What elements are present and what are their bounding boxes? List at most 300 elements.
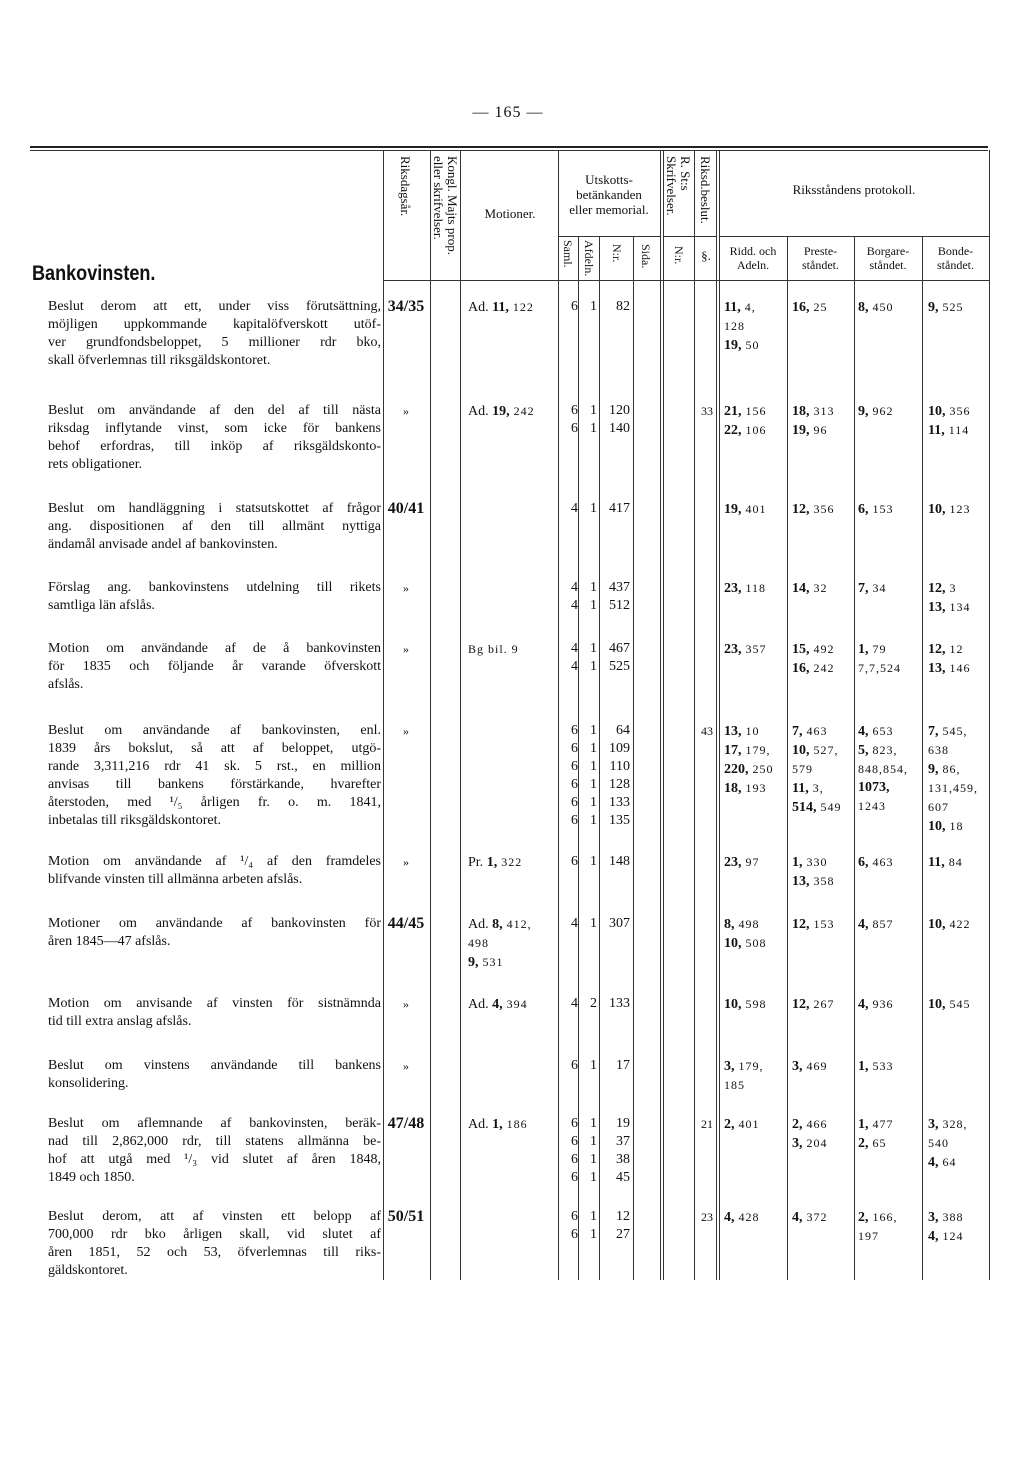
- col-line: [599, 236, 600, 1280]
- prest-cell-line: 13, 358: [792, 874, 835, 889]
- saml-cell-line: 6: [571, 403, 578, 418]
- afdeln-cell-line: 1: [590, 403, 597, 418]
- col-line: [989, 150, 990, 1280]
- ridd-cell-line: 19, 401: [724, 502, 767, 517]
- riksdagsar-cell: »: [403, 1059, 409, 1073]
- afdeln-cell: [580, 1057, 597, 1075]
- saml-cell-line: 6: [571, 421, 578, 436]
- description-line: åren 1845—47 afslås.: [48, 934, 171, 949]
- description-line: hof att utgå med ¹/₃ vid slutet af åren 1848,: [48, 1152, 381, 1167]
- bonde-cell: [928, 640, 988, 678]
- col-line: [694, 150, 695, 236]
- header-afdeln: Afdeln.: [582, 240, 596, 277]
- motioner-line: 498: [468, 936, 489, 950]
- header-utskott-line: Utskotts-: [585, 172, 633, 187]
- bonde-cell-line: 131,459,: [928, 781, 978, 795]
- borg-cell-line: 4, 653: [858, 724, 894, 739]
- afdeln-cell-line: 1: [590, 1152, 597, 1167]
- prest-cell: [792, 640, 852, 678]
- header-protokoll: Riksståndens protokoll.: [792, 182, 916, 197]
- header-bonde-line: Bonde-: [937, 244, 974, 258]
- header-rsts-nr: N:r.: [672, 246, 686, 265]
- motioner-line: Ad. 8, 412,: [468, 917, 532, 932]
- afdeln-cell: [580, 915, 597, 933]
- nr-cell-line: 37: [616, 1134, 630, 1149]
- nr-cell-line: 148: [609, 854, 630, 869]
- prest-cell: [792, 298, 852, 317]
- table-top-rule: [30, 146, 988, 148]
- description-line: riksdag inflytande vinst, som icke för bankens: [48, 421, 381, 436]
- nr-cell-line: 12: [616, 1209, 630, 1224]
- saml-cell-line: 6: [571, 1058, 578, 1073]
- prest-cell-line: 12, 356: [792, 502, 835, 517]
- borg-cell-line: 6, 463: [858, 855, 894, 870]
- prest-cell-line: 18, 313: [792, 404, 835, 419]
- nr-cell-line: 525: [609, 659, 630, 674]
- saml-cell-line: 6: [571, 1134, 578, 1149]
- header-prest-line: Preste-: [803, 244, 838, 258]
- description-line: afslås.: [48, 677, 84, 692]
- nr-cell: [604, 722, 630, 830]
- prest-cell-line: 12, 153: [792, 917, 835, 932]
- motioner-line: Bg bil. 9: [468, 642, 519, 656]
- bonde-cell-line: 10, 356: [928, 404, 971, 419]
- header-motioner: Motioner.: [484, 206, 536, 221]
- ridd-cell-line: 23, 357: [724, 642, 767, 657]
- borg-cell-line: 6, 153: [858, 502, 894, 517]
- motioner-line: Pr. 1, 322: [468, 855, 523, 870]
- header-utskott: [558, 172, 660, 217]
- borg-cell: [858, 722, 920, 816]
- description-line: nad till 2,862,000 rdr, till statens allmänna be-: [48, 1134, 381, 1149]
- bonde-cell: [928, 915, 988, 934]
- borg-cell-line: 5, 823,: [858, 743, 898, 758]
- afdeln-cell: [580, 853, 597, 871]
- saml-cell-line: 4: [571, 598, 578, 613]
- borg-cell-line: 2, 166,: [858, 1210, 898, 1225]
- prest-cell-line: 16, 242: [792, 661, 835, 676]
- afdeln-cell: [580, 500, 597, 518]
- prest-cell-line: 4, 372: [792, 1210, 828, 1225]
- afdeln-cell: [580, 579, 597, 615]
- nr-cell-line: 45: [616, 1170, 630, 1185]
- ridd-cell-line: 8, 498: [724, 917, 760, 932]
- borg-cell: [858, 853, 920, 872]
- saml-cell: [558, 915, 578, 933]
- prest-cell-line: 19, 96: [792, 423, 828, 438]
- afdeln-cell-line: 1: [590, 1209, 597, 1224]
- rsts-sub-rule: [663, 236, 717, 237]
- description-line: 1849 och 1850.: [48, 1170, 135, 1185]
- row-description: [48, 640, 381, 694]
- row-description: [48, 853, 381, 889]
- nr-cell: [604, 995, 630, 1013]
- description-line: tid till extra anslag afslås.: [48, 1014, 192, 1029]
- header-bonde-line: ståndet.: [937, 258, 974, 272]
- saml-cell-line: 4: [571, 996, 578, 1011]
- prest-cell: [792, 1115, 852, 1153]
- motioner-cell: [468, 402, 560, 421]
- afdeln-cell-line: 1: [590, 641, 597, 656]
- nr-cell-line: 19: [616, 1116, 630, 1131]
- description-line: Förslag ang. bankovinstens utdelning till rikets: [48, 580, 381, 595]
- afdeln-cell: [580, 298, 597, 316]
- saml-cell: [558, 722, 578, 830]
- prest-cell-line: 2, 466: [792, 1117, 828, 1132]
- ridd-cell-line: 220, 250: [724, 762, 774, 777]
- ridd-cell-line: 10, 598: [724, 997, 767, 1012]
- bonde-cell: [928, 722, 988, 836]
- saml-cell: [558, 995, 578, 1013]
- borg-cell-line: 848,854,: [858, 762, 908, 776]
- riksdagsar-cell: 40/41: [387, 500, 425, 517]
- nr-cell: [604, 1057, 630, 1075]
- header-riksdagsar: Riksdagsår.: [398, 156, 413, 217]
- saml-cell: [558, 853, 578, 871]
- ridd-cell: [724, 853, 786, 872]
- description-line: konsolidering.: [48, 1076, 129, 1091]
- saml-cell: [558, 1057, 578, 1075]
- nr-cell-line: 133: [609, 795, 630, 810]
- bonde-cell-line: 4, 124: [928, 1229, 964, 1244]
- afdeln-cell: [580, 722, 597, 830]
- nr-cell-line: 437: [609, 580, 630, 595]
- ridd-cell: [724, 1208, 786, 1227]
- ridd-cell: [724, 1115, 786, 1134]
- prest-cell: [792, 915, 852, 934]
- nr-cell-line: 82: [616, 299, 630, 314]
- saml-cell: [558, 1115, 578, 1187]
- prest-cell: [792, 995, 852, 1014]
- utskott-sub-rule: [558, 236, 660, 237]
- saml-cell: [558, 1208, 578, 1244]
- nr-cell: [604, 579, 630, 615]
- borg-cell-line: 1073,: [858, 780, 890, 795]
- saml-cell: [558, 402, 578, 438]
- borg-cell-line: 7, 34: [858, 581, 887, 596]
- row-description: [48, 500, 381, 554]
- description-line: anvisas till bankens förstärkande, hvarefter: [48, 777, 381, 792]
- bonde-cell-line: 10, 18: [928, 819, 964, 834]
- afdeln-cell-line: 1: [590, 759, 597, 774]
- row-description: [48, 579, 381, 615]
- bonde-cell-line: 11, 84: [928, 855, 963, 870]
- bonde-cell-line: 607: [928, 800, 949, 814]
- nr-cell-line: 140: [609, 421, 630, 436]
- motioner-cell: [468, 915, 560, 972]
- col-line: [719, 150, 720, 1280]
- saml-cell-line: 4: [571, 916, 578, 931]
- col-line: [558, 150, 559, 1280]
- ridd-cell-line: 11, 4,: [724, 300, 756, 315]
- motioner-cell: [468, 640, 560, 659]
- borg-cell-line: 9, 962: [858, 404, 894, 419]
- row-description: [48, 1208, 381, 1280]
- ridd-cell-line: 2, 401: [724, 1117, 760, 1132]
- nr-cell: [604, 640, 630, 676]
- saml-cell-line: 4: [571, 659, 578, 674]
- bonde-cell: [928, 1208, 988, 1246]
- bonde-cell: [928, 1115, 988, 1172]
- col-line: [716, 150, 717, 1280]
- motioner-line: Ad. 1, 186: [468, 1117, 528, 1132]
- nr-cell-line: 128: [609, 777, 630, 792]
- afdeln-cell-line: 1: [590, 741, 597, 756]
- description-line: återstoden, med ¹/₅ årligen fr. o. m. 1841,: [48, 795, 381, 810]
- borg-cell: [858, 995, 920, 1014]
- col-line: [460, 150, 461, 1280]
- borg-cell-line: 1, 533: [858, 1059, 894, 1074]
- motioner-line: Ad. 19, 242: [468, 404, 535, 419]
- header-bottom-rule: [383, 280, 989, 281]
- nr-cell: [604, 853, 630, 871]
- borg-cell-line: 4, 857: [858, 917, 894, 932]
- ridd-cell-line: 128: [724, 319, 745, 333]
- borg-cell-line: 1, 477: [858, 1117, 894, 1132]
- saml-cell-line: 6: [571, 1209, 578, 1224]
- saml-cell-line: 6: [571, 299, 578, 314]
- description-line: behof erfordras, till inköp af riksgäldskonto-: [48, 439, 381, 454]
- nr-cell-line: 38: [616, 1152, 630, 1167]
- saml-cell-line: 6: [571, 723, 578, 738]
- paragraph-cell: 23: [701, 1210, 713, 1224]
- bonde-cell-line: 7, 545,: [928, 724, 968, 739]
- bonde-cell-line: 9, 525: [928, 300, 964, 315]
- description-line: Beslut om vinstens användande till bankens: [48, 1058, 381, 1073]
- borg-cell-line: 4, 936: [858, 997, 894, 1012]
- row-description: [48, 995, 381, 1031]
- prest-cell-line: 16, 25: [792, 300, 828, 315]
- nr-cell-line: 109: [609, 741, 630, 756]
- afdeln-cell-line: 1: [590, 1058, 597, 1073]
- saml-cell-line: 6: [571, 777, 578, 792]
- description-line: blifvande vinsten till allmänna arbeten afslås.: [48, 872, 303, 887]
- afdeln-cell: [580, 1208, 597, 1244]
- motioner-cell: [468, 995, 560, 1014]
- ridd-cell-line: 3, 179,: [724, 1059, 764, 1074]
- nr-cell: [604, 298, 630, 316]
- header-borg: [854, 244, 922, 272]
- prest-cell: [792, 1208, 852, 1227]
- nr-cell-line: 512: [609, 598, 630, 613]
- riksdagsar-cell: »: [403, 642, 409, 656]
- nr-cell: [604, 500, 630, 518]
- paragraph-cell: 33: [701, 404, 713, 418]
- ridd-cell-line: 22, 106: [724, 423, 767, 438]
- afdeln-cell-line: 1: [590, 854, 597, 869]
- afdeln-cell-line: 1: [590, 299, 597, 314]
- riksdagsar-cell: »: [403, 581, 409, 595]
- description-line: Beslut derom, att af vinsten ett belopp af: [48, 1209, 381, 1224]
- description-line: Beslut om handläggning i statsutskottet af frågor: [48, 501, 381, 516]
- description-line: rets obligationer.: [48, 457, 143, 472]
- borg-cell: [858, 1208, 920, 1246]
- ridd-cell: [724, 915, 786, 953]
- saml-cell-line: 6: [571, 1152, 578, 1167]
- row-description: [48, 1115, 381, 1187]
- borg-cell: [858, 402, 920, 421]
- header-borg-line: ståndet.: [869, 258, 907, 272]
- prest-cell: [792, 722, 852, 817]
- header-paragraph: §.: [701, 248, 711, 263]
- nr-cell-line: 17: [616, 1058, 630, 1073]
- bonde-cell-line: 9, 86,: [928, 762, 961, 777]
- description-line: Beslut om aflemnande af bankovinsten, beräk-: [48, 1116, 381, 1131]
- prest-cell-line: 7, 463: [792, 724, 828, 739]
- prest-cell-line: 579: [792, 762, 813, 776]
- header-sida: Sida.: [639, 244, 653, 269]
- riksdagsar-cell: »: [403, 724, 409, 738]
- afdeln-cell-line: 1: [590, 1116, 597, 1131]
- section-title: Bankovinsten.: [32, 262, 156, 285]
- bonde-cell-line: 10, 545: [928, 997, 971, 1012]
- table-top-rule-thin: [30, 150, 988, 151]
- col-line: [922, 236, 923, 1280]
- bonde-cell-line: 540: [928, 1136, 949, 1150]
- nr-cell-line: 135: [609, 813, 630, 828]
- row-description: [48, 1057, 381, 1093]
- bonde-cell: [928, 995, 988, 1014]
- description-line: Beslut om användande af den del af till nästa: [48, 403, 381, 418]
- prest-cell-line: 10, 527,: [792, 743, 839, 758]
- ridd-cell: [724, 722, 786, 798]
- col-line: [663, 150, 664, 1280]
- header-prest: [787, 244, 854, 272]
- bonde-cell-line: 13, 146: [928, 661, 971, 676]
- row-description: [48, 298, 381, 370]
- header-prest-line: ståndet.: [802, 258, 839, 272]
- ridd-cell: [724, 579, 786, 598]
- ridd-cell-line: 19, 50: [724, 338, 760, 353]
- afdeln-cell-line: 1: [590, 777, 597, 792]
- afdeln-cell-line: 1: [590, 795, 597, 810]
- afdeln-cell-line: 1: [590, 813, 597, 828]
- ridd-cell-line: 4, 428: [724, 1210, 760, 1225]
- prest-cell-line: 11, 3,: [792, 781, 824, 796]
- bonde-cell: [928, 579, 988, 617]
- description-line: gäldskontoret.: [48, 1263, 128, 1278]
- nr-cell-line: 110: [609, 759, 630, 774]
- saml-cell-line: 4: [571, 580, 578, 595]
- motioner-cell: [468, 1115, 560, 1134]
- afdeln-cell-line: 1: [590, 580, 597, 595]
- description-line: Motioner om användande af bankovinsten för: [48, 916, 381, 931]
- afdeln-cell-line: 1: [590, 916, 597, 931]
- bonde-cell-line: 3, 328,: [928, 1117, 968, 1132]
- header-utskott-line: eller memorial.: [569, 202, 649, 217]
- borg-cell-line: 1243: [858, 799, 886, 813]
- afdeln-cell: [580, 995, 597, 1013]
- col-line: [787, 236, 788, 1280]
- ridd-cell-line: 17, 179,: [724, 743, 771, 758]
- description-line: 700,000 rdr bko årligen skall, vid slutet af: [48, 1227, 381, 1242]
- prest-cell: [792, 402, 852, 440]
- prest-cell: [792, 853, 852, 891]
- ridd-cell-line: 10, 508: [724, 936, 767, 951]
- bonde-cell-line: 3, 388: [928, 1210, 964, 1225]
- saml-cell-line: 6: [571, 813, 578, 828]
- header-nr: N:r.: [610, 244, 624, 263]
- description-line: rande 3,311,216 rdr 41 sk. 5 rst., en million: [48, 759, 381, 774]
- bonde-cell: [928, 853, 988, 872]
- col-line: [383, 150, 384, 1280]
- borg-cell: [858, 298, 920, 317]
- paragraph-cell: 43: [701, 724, 713, 738]
- ridd-cell: [724, 640, 786, 659]
- afdeln-cell-line: 1: [590, 1170, 597, 1185]
- header-ridd: [719, 244, 787, 272]
- description-line: Beslut derom att ett, under viss förutsättning,: [48, 299, 381, 314]
- borg-cell: [858, 579, 920, 598]
- afdeln-cell-line: 2: [590, 996, 597, 1011]
- afdeln-cell: [580, 402, 597, 438]
- ridd-cell-line: 185: [724, 1078, 745, 1092]
- header-ridd-line: Ridd. och: [729, 244, 777, 258]
- prest-cell-line: 3, 469: [792, 1059, 828, 1074]
- riksdagsar-cell: 50/51: [387, 1208, 425, 1225]
- ridd-cell: [724, 1057, 786, 1095]
- description-line: ver grundfondsbeloppet, 5 millioner rdr bko,: [48, 335, 381, 350]
- paragraph-cell: 21: [701, 1117, 713, 1131]
- description-line: möjligen uppkommande kapitalöfverskott utöf-: [48, 317, 381, 332]
- riksdagsar-cell: 34/35: [387, 298, 425, 315]
- saml-cell: [558, 579, 578, 615]
- prest-cell-line: 14, 32: [792, 581, 828, 596]
- afdeln-cell: [580, 1115, 597, 1187]
- afdeln-cell-line: 1: [590, 723, 597, 738]
- ridd-cell-line: 18, 193: [724, 781, 767, 796]
- header-kongl-prop: Kongl. Majts prop. eller skrifvelser.: [431, 156, 460, 255]
- afdeln-cell: [580, 640, 597, 676]
- header-bonde: [922, 244, 989, 272]
- saml-cell-line: 6: [571, 795, 578, 810]
- description-line: åren 1851, 52 och 53, öfverlemnas till riks-: [48, 1245, 381, 1260]
- borg-cell: [858, 1115, 920, 1153]
- bonde-cell: [928, 402, 988, 440]
- row-description: [48, 402, 381, 474]
- bonde-cell-line: 12, 3: [928, 581, 957, 596]
- description-line: samtliga län afslås.: [48, 598, 155, 613]
- saml-cell-line: 4: [571, 501, 578, 516]
- description-line: Motion om anvisande af vinsten för sistnämnda: [48, 996, 381, 1011]
- riksdagsar-cell: »: [403, 404, 409, 418]
- afdeln-cell-line: 1: [590, 1227, 597, 1242]
- bonde-cell: [928, 500, 988, 519]
- prest-cell-line: 514, 549: [792, 800, 842, 815]
- prest-cell-line: 1, 330: [792, 855, 828, 870]
- saml-cell: [558, 500, 578, 518]
- riksdagsar-cell: »: [403, 855, 409, 869]
- ridd-cell-line: 23, 118: [724, 581, 767, 596]
- saml-cell-line: 6: [571, 854, 578, 869]
- description-line: Motion om användande af ¹/₄ af den framdeles: [48, 854, 381, 869]
- bonde-cell-line: 13, 134: [928, 600, 971, 615]
- saml-cell: [558, 640, 578, 676]
- description-line: för 1835 och följande år varande öfverskott: [48, 659, 381, 674]
- prest-cell-line: 3, 204: [792, 1136, 828, 1151]
- prest-cell: [792, 500, 852, 519]
- col-line: [854, 236, 855, 1280]
- saml-cell-line: 6: [571, 1116, 578, 1131]
- saml-cell-line: 4: [571, 641, 578, 656]
- borg-cell: [858, 640, 920, 678]
- page-number: — 165 —: [472, 104, 544, 121]
- prest-cell-line: 12, 267: [792, 997, 835, 1012]
- saml-cell-line: 6: [571, 759, 578, 774]
- header-riksd-beslut: Riksd.beslut.: [698, 156, 713, 224]
- description-line: Motion om användande af de å bankovinsten: [48, 641, 381, 656]
- bonde-cell-line: 10, 123: [928, 502, 971, 517]
